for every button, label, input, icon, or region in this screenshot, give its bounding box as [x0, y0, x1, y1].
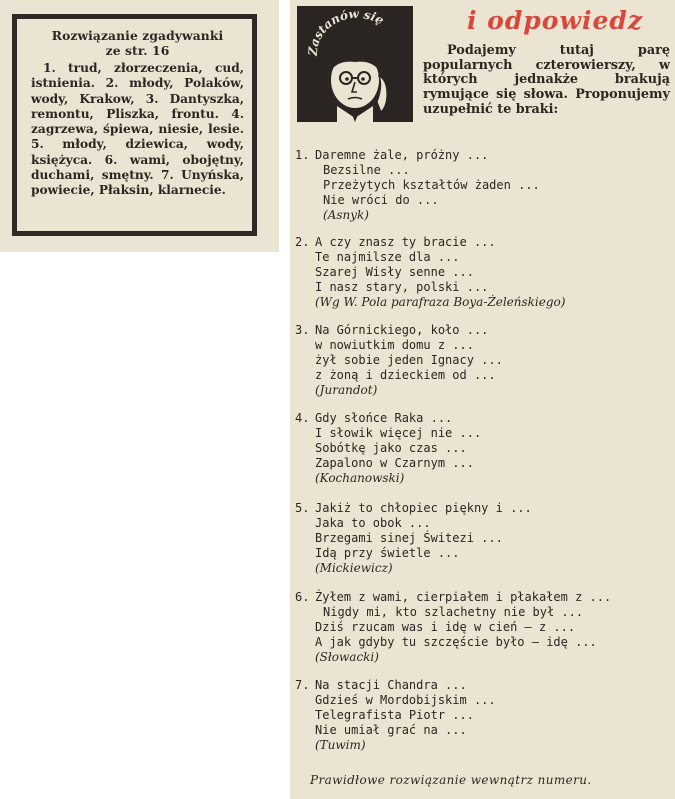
poem-line: Dziś rzucam was i idę w cień — z ...: [315, 620, 576, 634]
intro-paragraph: [423, 44, 670, 118]
poem-line: Gdzieś w Mordobijskim ...: [315, 693, 496, 707]
poem-number: 2.: [295, 235, 310, 249]
poem-7: [295, 678, 671, 753]
poem-line: Te najmilsze dla ...: [315, 250, 460, 264]
poem-1: [295, 148, 671, 223]
poem-line: I słowik więcej nie ...: [315, 426, 482, 440]
poem-line: Żyłem z wami, cierpiałem i płakałem z ...: [315, 590, 612, 604]
poem-line: Daremne żale, próżny ...: [315, 148, 489, 162]
poem-line: Zapalono w Czarnym ...: [315, 456, 474, 470]
intro-text: Podajemy tutaj parę popularnych czterowierszy, w których jednakże brakują rymujące się słowa. Proponujemy uzupełnić te braki:: [423, 43, 670, 117]
poem-6: [295, 590, 671, 665]
poem-author: (Asnyk): [323, 208, 369, 222]
poem-3: [295, 323, 671, 398]
poem-5: [295, 501, 671, 576]
poem-line: Jaka to obok ...: [315, 516, 431, 530]
left-clipping: [0, 0, 279, 252]
poem-line: I nasz stary, polski ...: [315, 280, 489, 294]
poem-number: 6.: [295, 590, 310, 604]
poem-number: 7.: [295, 678, 310, 692]
poem-line: A jak gdyby tu szczęście było — idę ...: [315, 635, 597, 649]
poem-line: Przeżytych kształtów żaden ...: [323, 178, 540, 192]
svg-text:Zastanów się: [306, 7, 387, 58]
poem-2: [295, 235, 671, 310]
poem-number: 4.: [295, 411, 310, 425]
poem-author: (Kochanowski): [315, 471, 405, 485]
poem-author: (Wg W. Pola parafraza Boya-Żeleńskiego): [315, 295, 566, 309]
poem-line: Telegrafista Piotr ...: [315, 708, 474, 722]
poem-number: 1.: [295, 148, 310, 162]
poem-line: Nie wróci do ...: [323, 193, 439, 207]
solution-note: Prawidłowe rozwiązanie wewnątrz numeru.: [310, 773, 592, 787]
poem-line: A czy znasz ty bracie ...: [315, 235, 496, 249]
answer-title: [31, 28, 244, 58]
poem-author: (Słowacki): [315, 650, 379, 664]
poem-line: Nigdy mi, kto szlachetny nie był ...: [323, 605, 584, 619]
answer-box: [12, 14, 257, 236]
poem-number: 5.: [295, 501, 310, 515]
answer-title-line2: ze str. 16: [105, 43, 170, 58]
poem-line: Gdy słońce Raka ...: [315, 411, 453, 425]
poem-line: Szarej Wisły senne ...: [315, 265, 474, 279]
page-heading: i odpowiedz: [466, 6, 644, 35]
poem-author: (Jurandot): [315, 383, 378, 397]
poem-line: Bezsilne ...: [323, 163, 410, 177]
poem-line: z żoną i dzieckiem od ...: [315, 368, 496, 382]
poem-author: (Tuwim): [315, 738, 366, 752]
poem-line: żył sobie jeden Ignacy ...: [315, 353, 503, 367]
thinking-man-icon: [297, 6, 413, 122]
answer-title-line1: Rozwiązanie zgadywanki: [51, 28, 224, 43]
logo-caption: Zastanów się: [305, 6, 387, 57]
poem-4: [295, 411, 671, 486]
poem-line: Na Górnickiego, koło ...: [315, 323, 489, 337]
poem-line: w nowiutkim domu z ...: [315, 338, 474, 352]
poem-line: Nie umiał grać na ...: [315, 723, 467, 737]
poem-line: Na stacji Chandra ...: [315, 678, 467, 692]
poem-line: Idą przy świetle ...: [315, 546, 460, 560]
poem-author: (Mickiewicz): [315, 561, 393, 575]
thinking-man-logo: [297, 6, 413, 122]
poem-line: Brzegami sinej Świtezi ...: [315, 531, 503, 545]
poem-number: 3.: [295, 323, 310, 337]
poem-line: Sobótkę jako czas ...: [315, 441, 467, 455]
poem-line: Jakiż to chłopiec piękny i ...: [315, 501, 532, 515]
answer-text: 1. trud, złorzeczenia, cud, istnienia. 2. młody, Polaków, wody, Krakow, 3. Dantyszka, remontu, Pliszka, frontu. 4. zagrzewa, śpiewa, niesie, lesie. 5. młody, dziewica, wody, księżyca. 6. wami, obojętny, duchami, smętny. 7. Unyńska, powiecie, Płaksin, klarnecie.: [31, 61, 244, 198]
